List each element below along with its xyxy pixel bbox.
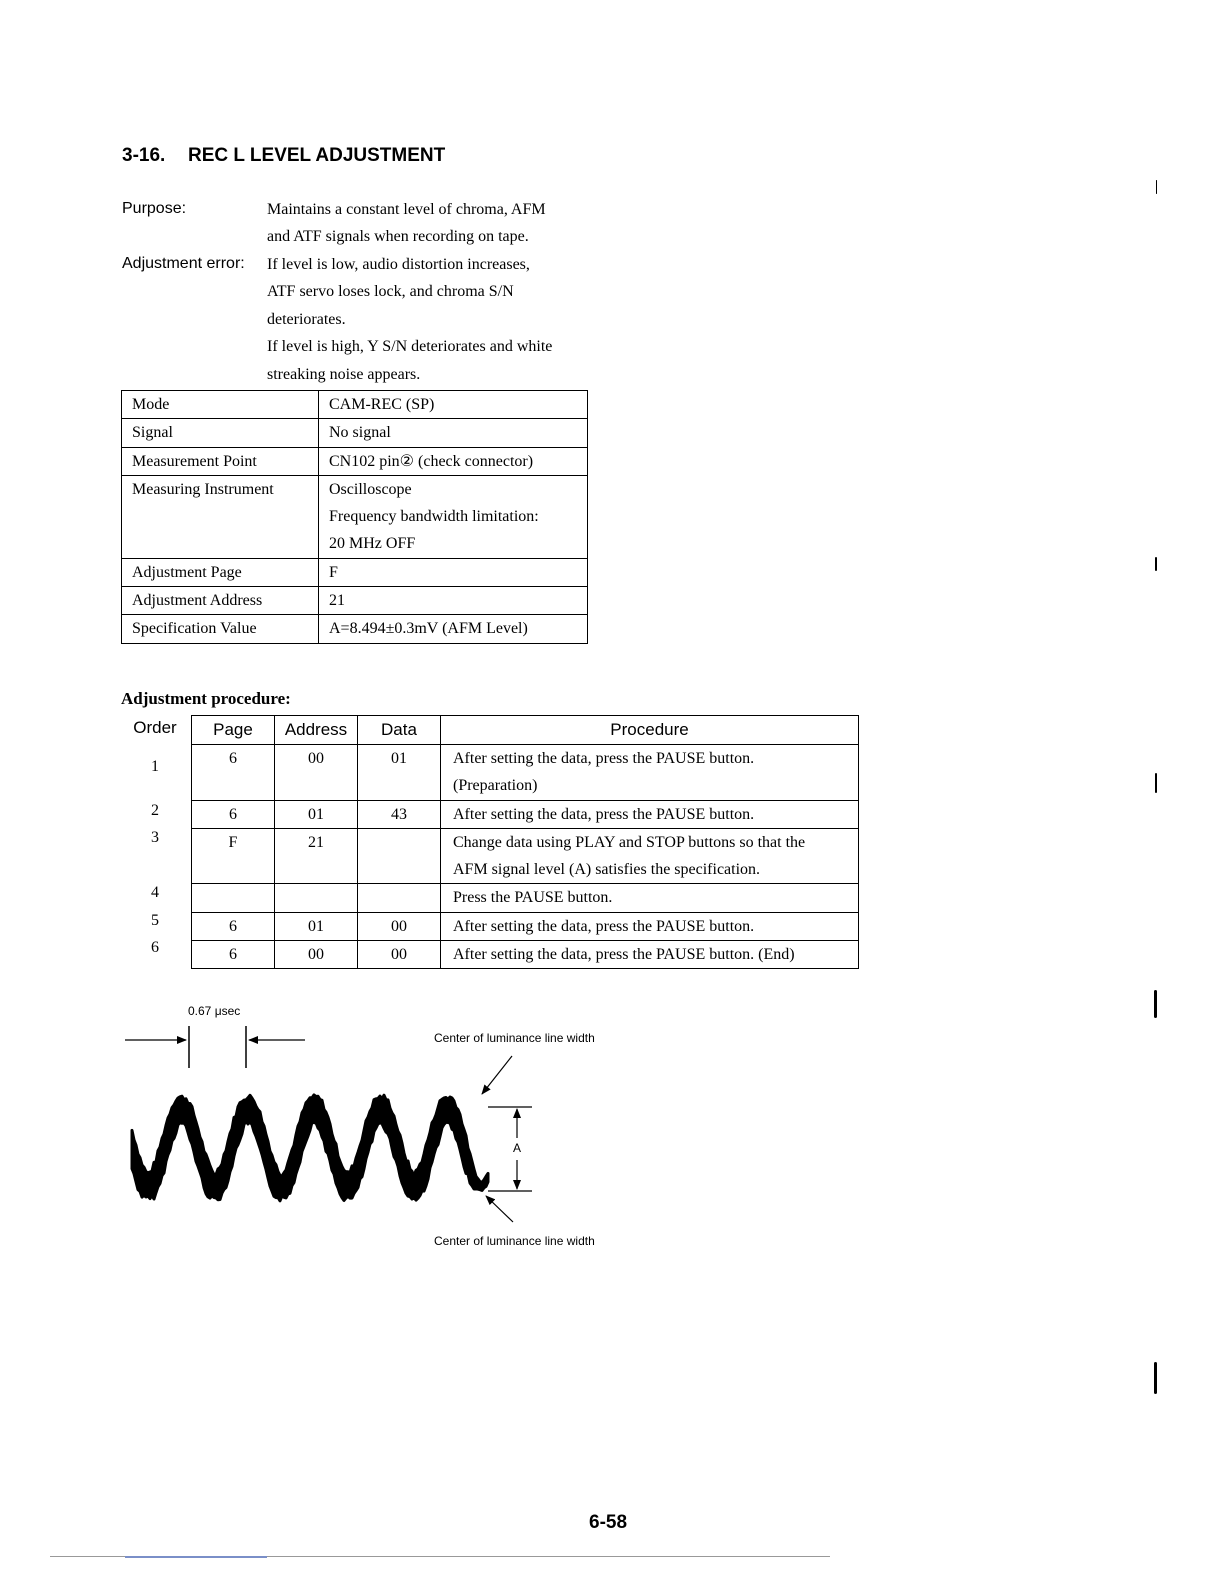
spec-key: Adjustment Address xyxy=(122,587,319,615)
spec-value-line: Oscilloscope xyxy=(329,480,412,498)
page-cell: 6 xyxy=(192,941,275,969)
spec-value-line: No signal xyxy=(329,424,391,442)
address-header: Address xyxy=(275,716,358,745)
spec-key: Mode xyxy=(122,391,319,419)
procedure-line: Press the PAUSE button. xyxy=(453,889,613,907)
data-cell: 43 xyxy=(358,800,441,828)
page-number: 6-58 xyxy=(589,1512,628,1533)
amplitude-label: A xyxy=(513,1141,522,1155)
address-cell: 01 xyxy=(275,800,358,828)
procedure-line: After setting the data, press the PAUSE button. xyxy=(453,750,755,767)
order-value: 1 xyxy=(151,758,159,775)
data-cell: 00 xyxy=(358,912,441,940)
margin-mark xyxy=(1156,180,1157,194)
spec-value-line: CAM-REC (SP) xyxy=(329,396,435,413)
bottom-leader-arrow xyxy=(486,1196,513,1222)
bottom-center-label: Center of luminance line width xyxy=(434,1234,595,1248)
purpose-line: Maintains a constant level of chroma, AFM xyxy=(267,201,546,218)
spec-value-line: F xyxy=(329,563,338,581)
order-value: 5 xyxy=(151,912,159,929)
page-cell: 6 xyxy=(192,912,275,940)
margin-mark xyxy=(1155,557,1157,571)
order-header: Order xyxy=(133,718,177,737)
spec-value-line: 20 MHz OFF xyxy=(329,535,416,553)
procedure-line: Change data using PLAY and STOP buttons so that the xyxy=(453,833,806,851)
page-header: Page xyxy=(192,716,275,745)
margin-mark xyxy=(1154,1362,1157,1394)
amplitude-dimension xyxy=(482,1056,532,1222)
adjustment-error-line: deteriorates. xyxy=(267,310,346,328)
margin-mark xyxy=(1154,990,1157,1018)
procedure-line: After setting the data, press the PAUSE button. xyxy=(453,805,755,823)
address-cell: 00 xyxy=(275,745,358,801)
margin-mark xyxy=(1155,773,1157,793)
adjustment-error-line: ATF servo loses lock, and chroma S/N xyxy=(267,283,514,301)
adjustment-error-line: streaking noise appears. xyxy=(267,365,421,383)
spec-value-line: CN102 pin② (check connector) xyxy=(329,452,534,470)
data-cell: 00 xyxy=(358,941,441,969)
spec-key: Adjustment Page xyxy=(122,558,319,586)
purpose-line: and ATF signals when recording on tape. xyxy=(267,228,529,246)
section-title: REC L LEVEL ADJUSTMENT xyxy=(188,145,446,166)
data-cell: 01 xyxy=(358,745,441,801)
footer-rule-accent xyxy=(125,1556,267,1558)
spec-value-line: Frequency bandwidth limitation: xyxy=(329,508,539,526)
order-value: 3 xyxy=(151,829,159,846)
address-cell: 01 xyxy=(275,912,358,940)
page-cell: F xyxy=(192,828,275,884)
procedure-line: AFM signal level (A) satisfies the specification. xyxy=(453,861,761,879)
procedure-line: After setting the data, press the PAUSE button. (End) xyxy=(453,946,795,964)
spec-value-line: 21 xyxy=(329,592,345,610)
spec-key: Measurement Point xyxy=(122,447,319,475)
page-cell: 6 xyxy=(192,800,275,828)
spec-key: Measuring Instrument xyxy=(122,475,319,558)
spec-key: Signal xyxy=(122,419,319,447)
procedure-line: (Preparation) xyxy=(453,777,538,795)
waveform-band xyxy=(132,1095,488,1201)
top-leader-arrow xyxy=(482,1056,512,1094)
section-number: 3-16. xyxy=(122,145,166,166)
procedure-header: Procedure xyxy=(441,716,859,745)
order-value: 2 xyxy=(151,802,159,819)
purpose-label: Purpose: xyxy=(122,200,187,217)
address-cell: 21 xyxy=(275,828,358,884)
procedure-line: After setting the data, press the PAUSE button. xyxy=(453,917,755,935)
order-value: 4 xyxy=(151,884,159,901)
page-cell: 6 xyxy=(192,745,275,801)
procedure-title: Adjustment procedure: xyxy=(121,689,291,708)
spec-value-line: A=8.494±0.3mV (AFM Level) xyxy=(329,620,528,638)
adjustment-error-line: If level is high, Y S/N deteriorates and white xyxy=(267,338,553,356)
address-cell: 00 xyxy=(275,941,358,969)
adjustment-error-label: Adjustment error: xyxy=(122,255,245,272)
order-value: 6 xyxy=(151,939,159,956)
adjustment-error-line: If level is low, audio distortion increases, xyxy=(267,256,530,273)
spec-key: Specification Value xyxy=(122,615,319,643)
period-label: 0.67 μsec xyxy=(188,1004,241,1018)
data-header: Data xyxy=(358,716,441,745)
period-dimension xyxy=(125,1026,305,1068)
top-center-label: Center of luminance line width xyxy=(434,1031,595,1045)
